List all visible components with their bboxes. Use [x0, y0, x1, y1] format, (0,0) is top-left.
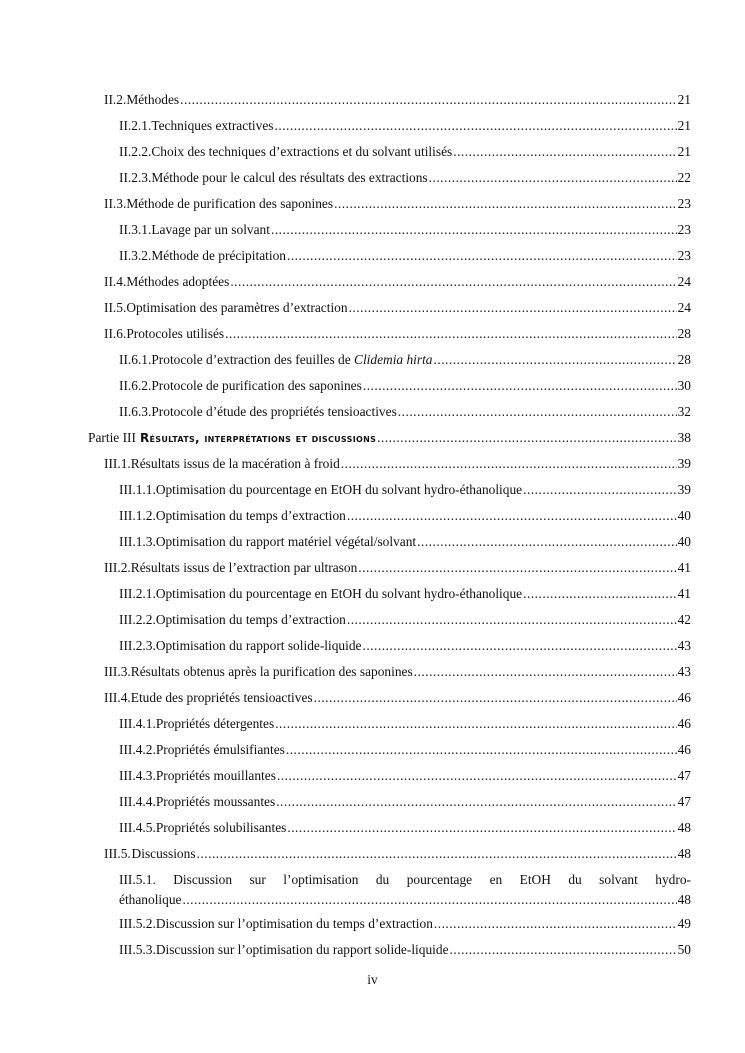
toc-entry-number: II.3.2.	[119, 248, 152, 263]
toc-entry[interactable]	[0, 581, 745, 607]
toc-entry-number: III.2.3.	[119, 638, 156, 653]
toc-entry-page: 22	[677, 170, 691, 185]
toc-entry[interactable]	[0, 529, 745, 555]
toc-part-title: Résultats, interprétations et discussions	[139, 431, 377, 445]
toc-dot-leader	[377, 428, 676, 448]
toc-entry-title-text: Optimisation des paramètres d’extraction	[126, 300, 348, 315]
toc-entry-title-text: Protocoles utilisés	[126, 326, 225, 341]
toc-entry-number: II.2.3.	[119, 170, 152, 185]
toc-part-label	[88, 428, 376, 448]
toc-entry-title	[156, 940, 449, 960]
toc-dot-leader	[362, 636, 676, 656]
toc-entry-title-text: Choix des techniques d’extractions et du solvant utilisés	[151, 144, 453, 159]
toc-entry-title	[156, 914, 433, 934]
toc-entry-word: sur	[249, 872, 266, 887]
toc-entry-number: III.5.1.	[119, 872, 156, 887]
toc-entry-title	[151, 350, 432, 370]
toc-entry-page: 21	[677, 92, 691, 107]
toc-entry-line	[119, 376, 691, 396]
toc-entry-page: 43	[677, 638, 691, 653]
toc-entry-page: 46	[677, 716, 691, 731]
toc-entry-title-text: Propriétés moussantes	[155, 794, 276, 809]
toc-dot-leader	[341, 454, 677, 474]
toc-entry-title-text: Propriétés émulsifiantes	[155, 742, 285, 757]
toc-entry-title	[151, 246, 286, 266]
toc-entry-title-text: Optimisation du temps d’extraction	[155, 508, 346, 523]
toc-dot-leader	[271, 220, 677, 240]
toc-entry-title-text: Techniques extractives	[151, 118, 274, 133]
toc-entry-title	[126, 90, 179, 110]
toc-entry-number: II.3.	[104, 196, 127, 211]
toc-dot-leader	[358, 558, 676, 578]
toc-entry-number: III.5.	[104, 846, 131, 861]
toc-entry-page: 38	[677, 430, 691, 445]
toc-dot-leader	[180, 90, 676, 110]
toc-entry[interactable]	[0, 711, 745, 737]
toc-dot-leader	[434, 914, 677, 934]
toc-entry-number: III.2.	[104, 560, 131, 575]
toc-entry-line	[104, 662, 691, 682]
toc-entry[interactable]	[0, 937, 745, 963]
toc-entry-line	[119, 818, 691, 838]
toc-entry-line	[119, 220, 691, 240]
toc-entry-line	[119, 890, 691, 910]
toc-entry-line	[119, 636, 691, 656]
toc-entry-title-text: Propriétés mouillantes	[155, 768, 276, 783]
toc-entry-page: 49	[677, 916, 691, 931]
toc-entry-title	[156, 532, 416, 552]
toc-entry-title	[132, 844, 196, 864]
toc-entry-line	[119, 714, 691, 734]
toc-entry-line	[104, 194, 691, 214]
toc-entry-number: II.4.	[104, 274, 127, 289]
toc-entry-title	[156, 714, 274, 734]
toc-entry-title	[151, 116, 273, 136]
toc-entry-number: III.4.	[104, 690, 131, 705]
toc-entry-number: III.5.2.	[119, 916, 156, 931]
toc-entry-line	[119, 246, 691, 266]
toc-entry-line	[119, 350, 691, 370]
toc-entry-title	[151, 376, 361, 396]
toc-entry-page: 48	[677, 820, 691, 835]
toc-entry-page: 39	[677, 456, 691, 471]
toc-entry-page: 40	[677, 508, 691, 523]
toc-entry-wrapped-line	[119, 870, 691, 890]
toc-entry-page: 48	[677, 892, 691, 907]
toc-entry-line	[119, 740, 691, 760]
toc-entry[interactable]	[0, 321, 745, 347]
toc-entry-word: hydro-	[655, 872, 691, 887]
toc-entry[interactable]	[0, 607, 745, 633]
toc-entry-line	[104, 298, 691, 318]
toc-entry-line	[104, 454, 691, 474]
toc-entry-title	[126, 272, 229, 292]
toc-entry-page: 43	[677, 664, 691, 679]
toc-entry-number: II.5.	[104, 300, 127, 315]
toc-entry[interactable]	[0, 503, 745, 529]
toc-entry-title	[151, 220, 270, 240]
toc-entry-title-text: Optimisation du pourcentage en EtOH du solvant hydro-éthanolique	[155, 482, 523, 497]
toc-entry-title	[131, 688, 313, 708]
toc-entry-number: III.1.1.	[119, 482, 156, 497]
toc-entry[interactable]	[0, 295, 745, 321]
toc-entry-title	[156, 480, 522, 500]
toc-entry-page: 32	[677, 404, 691, 419]
toc-entry-title-text: Méthodes adoptées	[126, 274, 230, 289]
toc-entry[interactable]	[0, 737, 745, 763]
toc-entry-line	[104, 844, 691, 864]
toc-entry[interactable]	[0, 841, 745, 867]
toc-entry-title-text: Discussions	[131, 846, 196, 861]
toc-entry-title-text: Discussion sur l’optimisation du rapport solide-liquide	[155, 942, 449, 957]
toc-entry[interactable]	[0, 113, 745, 139]
toc-entry-page: 21	[677, 144, 691, 159]
toc-entry-line	[119, 168, 691, 188]
toc-entry-title-text: Résultats issus de l’extraction par ultrason	[130, 560, 358, 575]
toc-entry-title	[126, 324, 224, 344]
toc-entry-line	[119, 914, 691, 934]
toc-entry-line	[119, 532, 691, 552]
toc-entry-line	[119, 766, 691, 786]
toc-entry[interactable]	[0, 763, 745, 789]
toc-entry-number: III.2.2.	[119, 612, 156, 627]
toc-entry-page: 50	[677, 942, 691, 957]
toc-entry-word: du	[375, 872, 390, 887]
toc-dot-leader	[286, 740, 677, 760]
toc-entry-number: III.2.1.	[119, 586, 156, 601]
toc-dot-leader	[417, 532, 676, 552]
toc-entry[interactable]	[0, 789, 745, 815]
toc-dot-leader	[414, 662, 677, 682]
toc-dot-leader	[349, 298, 677, 318]
toc-entry-page: 47	[677, 768, 691, 783]
toc-entry-title	[156, 818, 287, 838]
toc-entry-number: II.2.1.	[119, 118, 152, 133]
toc-entry-page: 41	[677, 560, 691, 575]
toc-entry[interactable]	[0, 425, 745, 451]
toc-entry-word: solvant	[599, 872, 638, 887]
toc-entry-title-text: Optimisation du temps d’extraction	[155, 612, 346, 627]
toc-entry-title	[156, 792, 275, 812]
toc-entry[interactable]	[0, 217, 745, 243]
toc-entry-page: 28	[677, 352, 691, 367]
toc-dot-leader	[275, 714, 676, 734]
toc-entry-page: 30	[677, 378, 691, 393]
toc-entry-page: 40	[677, 534, 691, 549]
toc-entry[interactable]	[0, 399, 745, 425]
toc-dot-leader	[434, 350, 677, 370]
toc-entry-line	[104, 272, 691, 292]
toc-entry-page: 23	[677, 222, 691, 237]
toc-entry[interactable]	[0, 87, 745, 113]
toc-entry-title-text: Méthodes	[126, 92, 180, 107]
toc-entry-line	[104, 324, 691, 344]
toc-entry-number: II.6.1.	[119, 352, 152, 367]
toc-entry-title: éthanolique	[119, 892, 182, 907]
toc-entry-number: III.1.2.	[119, 508, 156, 523]
toc-entry-word: l’optimisation	[283, 872, 359, 887]
toc-entry[interactable]	[0, 659, 745, 685]
toc-entry-line	[119, 402, 691, 422]
toc-entry-title	[131, 558, 357, 578]
toc-entry[interactable]	[0, 165, 745, 191]
toc-entry-number: II.6.2.	[119, 378, 152, 393]
toc-dot-leader	[277, 766, 677, 786]
toc-entry-title-text: Discussion sur l’optimisation du temps d’extraction	[155, 916, 433, 931]
toc-entry[interactable]	[0, 451, 745, 477]
toc-entry-line	[119, 792, 691, 812]
toc-entry-title-text: Résultats issus de la macération à froid	[130, 456, 340, 471]
toc-entry[interactable]	[0, 139, 745, 165]
toc-entry-line	[119, 116, 691, 136]
toc-entry-word: pourcentage	[406, 872, 473, 887]
page-number-footer: iv	[367, 972, 378, 987]
toc-dot-leader	[182, 890, 676, 910]
toc-entry-title	[156, 610, 346, 630]
table-of-contents	[0, 87, 745, 963]
toc-dot-leader	[334, 194, 677, 214]
toc-entry-title-text: Propriétés solubilisantes	[155, 820, 287, 835]
toc-entry-number: III.1.	[104, 456, 131, 471]
toc-entry-title	[156, 584, 522, 604]
toc-dot-leader	[287, 818, 676, 838]
toc-entry-line	[119, 142, 691, 162]
toc-dot-leader	[347, 506, 677, 526]
toc-entry-number: III.4.5.	[119, 820, 156, 835]
toc-entry-line	[104, 558, 691, 578]
toc-entry[interactable]	[0, 477, 745, 503]
toc-entry[interactable]	[0, 373, 745, 399]
toc-entry-page: 23	[677, 248, 691, 263]
toc-entry-title	[151, 402, 396, 422]
toc-entry-page: 21	[677, 118, 691, 133]
toc-dot-leader	[276, 792, 676, 812]
toc-entry-title-text: Méthode pour le calcul des résultats des extractions	[151, 170, 428, 185]
toc-entry-page: 28	[677, 326, 691, 341]
toc-entry-word: en	[489, 872, 503, 887]
toc-entry-line	[88, 428, 691, 448]
toc-entry[interactable]	[0, 911, 745, 937]
toc-entry-page: 24	[677, 300, 691, 315]
toc-entry-word: Discussion	[173, 872, 233, 887]
toc-entry-number: III.4.3.	[119, 768, 156, 783]
toc-dot-leader	[287, 246, 677, 266]
toc-entry-line	[119, 506, 691, 526]
toc-entry-page: 48	[677, 846, 691, 861]
toc-dot-leader	[347, 610, 677, 630]
toc-entry-number: III.4.1.	[119, 716, 156, 731]
toc-dot-leader	[225, 324, 676, 344]
toc-entry[interactable]	[0, 815, 745, 841]
toc-dot-leader	[398, 402, 677, 422]
toc-entry[interactable]	[0, 633, 745, 659]
toc-entry-title	[156, 766, 276, 786]
toc-entry-title	[131, 662, 413, 682]
toc-entry-title	[151, 142, 452, 162]
toc-entry-title	[156, 506, 346, 526]
toc-entry-page: 46	[677, 742, 691, 757]
toc-entry-title	[151, 168, 427, 188]
toc-entry[interactable]	[0, 243, 745, 269]
toc-entry-number: II.2.2.	[119, 144, 152, 159]
toc-entry-title	[126, 194, 333, 214]
toc-entry-title-text: Résultats obtenus après la purification des saponines	[130, 664, 413, 679]
toc-dot-leader	[453, 142, 676, 162]
toc-entry-title-text: Protocole d’extraction des feuilles de	[151, 352, 355, 367]
toc-entry-word: EtOH	[519, 872, 551, 887]
toc-entry[interactable]	[0, 555, 745, 581]
toc-entry-title-text: Méthode de précipitation	[151, 248, 286, 263]
toc-entry[interactable]	[0, 685, 745, 711]
toc-entry-number: II.3.1.	[119, 222, 152, 237]
toc-entry-line	[104, 90, 691, 110]
toc-dot-leader	[197, 844, 677, 864]
toc-entry-number: III.4.2.	[119, 742, 156, 757]
toc-entry-line	[104, 688, 691, 708]
toc-entry-title-text: Protocole de purification des saponines	[151, 378, 362, 393]
toc-entry-page: 46	[677, 690, 691, 705]
toc-entry-page: 23	[677, 196, 691, 211]
toc-entry-title	[156, 740, 285, 760]
toc-entry-title	[126, 298, 347, 318]
toc-dot-leader	[523, 480, 676, 500]
toc-entry-number: II.6.	[104, 326, 127, 341]
toc-entry-page: 47	[677, 794, 691, 809]
toc-entry[interactable]	[0, 191, 745, 217]
toc-dot-leader	[314, 688, 677, 708]
toc-entry-line	[119, 940, 691, 960]
toc-entry-word: du	[568, 872, 582, 887]
toc-entry-title-text: Lavage par un solvant	[151, 222, 270, 237]
toc-entry-title-text: Optimisation du pourcentage en EtOH du solvant hydro-éthanolique	[155, 586, 523, 601]
toc-entry-number: III.4.4.	[119, 794, 156, 809]
toc-entry-title-text: Propriétés détergentes	[155, 716, 275, 731]
toc-entry-title	[131, 454, 340, 474]
toc-entry-line	[119, 584, 691, 604]
toc-dot-leader	[363, 376, 677, 396]
toc-entry-title-text: Optimisation du rapport matériel végétal/solvant	[155, 534, 417, 549]
toc-entry-number: III.1.3.	[119, 534, 156, 549]
toc-entry-page: 41	[677, 586, 691, 601]
toc-dot-leader	[230, 272, 676, 292]
toc-entry-number: II.6.3.	[119, 404, 152, 419]
toc-entry[interactable]	[0, 867, 745, 911]
toc-entry-page: 39	[677, 482, 691, 497]
toc-entry[interactable]	[0, 347, 745, 373]
toc-part-number: Partie III	[88, 430, 136, 445]
toc-entry-number: III.5.3.	[119, 942, 156, 957]
toc-entry-number: II.2.	[104, 92, 127, 107]
toc-entry-title-text: Méthode de purification des saponines	[126, 196, 334, 211]
toc-dot-leader	[450, 940, 677, 960]
toc-entry[interactable]	[0, 269, 745, 295]
toc-dot-leader	[523, 584, 676, 604]
toc-dot-leader	[275, 116, 677, 136]
toc-entry-page: 42	[677, 612, 691, 627]
toc-dot-leader	[429, 168, 677, 188]
toc-entry-title-italic: Clidemia hirta	[354, 352, 433, 367]
toc-entry-title-text: Optimisation du rapport solide-liquide	[155, 638, 362, 653]
toc-entry-page: 24	[677, 274, 691, 289]
toc-entry-title-text: Etude des propriétés tensioactives	[130, 690, 313, 705]
toc-entry-title-text: Protocole d’étude des propriétés tensioactives	[151, 404, 397, 419]
toc-entry-title	[156, 636, 362, 656]
toc-entry-line	[119, 610, 691, 630]
toc-entry-line	[119, 480, 691, 500]
toc-entry-number: III.3.	[104, 664, 131, 679]
